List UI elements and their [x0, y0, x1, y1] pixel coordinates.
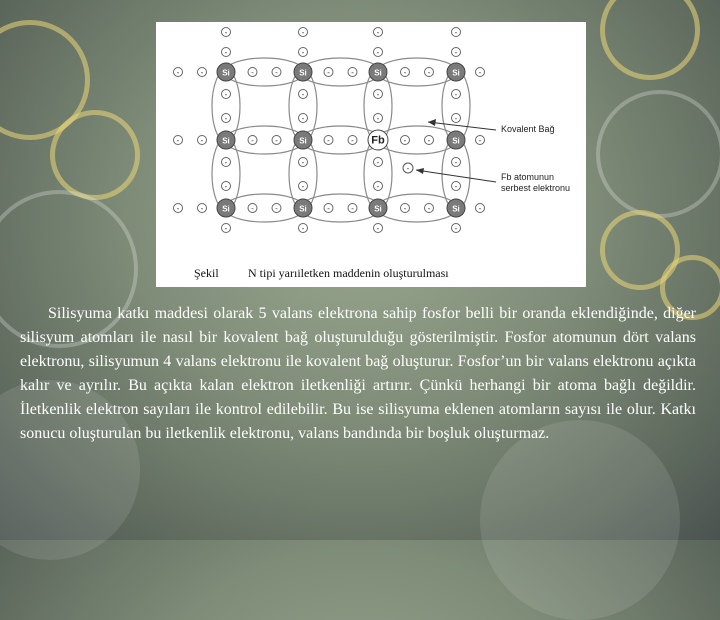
electron-symbol: - — [351, 136, 354, 145]
electron-symbol: - — [275, 68, 278, 77]
bokeh-ring — [50, 110, 140, 200]
electron-symbol: - — [275, 136, 278, 145]
annotation-free-line2: serbest elektronu — [501, 183, 571, 193]
silicon-atom-label: Si — [299, 68, 307, 78]
electron-symbol: - — [454, 114, 458, 123]
silicon-atom-label: Si — [299, 204, 307, 214]
electron-symbol: - — [176, 204, 180, 213]
silicon-atom-label: Si — [452, 68, 460, 78]
electron-symbol: - — [478, 68, 482, 77]
electron-symbol: - — [376, 182, 380, 191]
electron-symbol: - — [376, 158, 380, 167]
bond-arrow-head — [428, 119, 436, 126]
free-electron-symbol: - — [406, 164, 410, 173]
silicon-atom-label: Si — [299, 136, 307, 146]
electron-symbol: - — [351, 204, 354, 213]
body-paragraph: Silisyuma katkı maddesi olarak 5 valans elektrona sahip fosfor belli bir oranda eklendiğinde, diğer silisyum atomları ile nasıl bir kovalent bağ oluşturulduğu gösterilmiştir. Fosfor atomunun dört valans elektronu, silisyumun 4 valans elektronu ile kovalent bağ oluşturur. Fosfor’un bir valans elektronu açıkta kalır ve ayrılır. Bu açıkta kalan elektron iletkenliği artırır. Çünkü herhangi bir atoma bağlı değildir. İletkenlik elektron sayıları ile kontrol edilebilir. Bu ise silisyuma eklenen atomların sayısı ile olur. Katkı sonucu oluşturulan bu iletkenlik elektronu, valans bandında bir boşluk oluşturmaz. — [20, 305, 696, 442]
figure-panel — [156, 22, 586, 287]
electron-symbol: - — [224, 48, 228, 57]
electron-symbol: - — [454, 224, 458, 233]
electron-symbol: - — [454, 28, 458, 37]
electron-symbol: - — [200, 204, 204, 213]
caption-text: N tipi yarıiletken maddenin oluşturulması — [248, 266, 449, 280]
electron-symbol: - — [176, 136, 180, 145]
electron-symbol: - — [224, 182, 228, 191]
electron-symbol: - — [224, 114, 228, 123]
bokeh-ring — [600, 0, 700, 80]
electron-symbol: - — [376, 90, 380, 99]
electron-symbol: - — [301, 224, 305, 233]
free-arrow-line — [416, 170, 496, 182]
electron-symbol: - — [403, 68, 407, 77]
bokeh-ring — [0, 20, 90, 140]
electron-symbol: - — [427, 68, 431, 77]
electron-symbol: - — [251, 204, 254, 213]
bokeh-spot — [480, 420, 680, 620]
electron-symbol: - — [301, 28, 305, 37]
electron-symbol: - — [224, 158, 228, 167]
free-arrow-head — [416, 168, 424, 174]
annotation-bond: Kovalent Bağ — [501, 124, 555, 134]
electron-symbol: - — [376, 224, 380, 233]
electron-symbol: - — [301, 158, 305, 167]
electron-symbol: - — [327, 68, 330, 77]
silicon-atom-label: Si — [222, 68, 230, 78]
bond-arrow-line — [428, 122, 496, 130]
electron-symbol: - — [478, 136, 482, 145]
electron-symbol: - — [224, 224, 228, 233]
electron-symbol: - — [176, 68, 180, 77]
bokeh-ring — [596, 90, 720, 218]
electron-symbol: - — [327, 136, 330, 145]
dopant-atom-label: Fb — [371, 134, 385, 147]
electron-symbol: - — [376, 114, 380, 123]
caption-prefix: Şekil — [194, 266, 219, 280]
electron-symbol: - — [351, 68, 354, 77]
electron-symbol: - — [301, 48, 305, 57]
electron-symbol: - — [301, 114, 305, 123]
electron-symbol: - — [427, 204, 431, 213]
electron-symbol: - — [403, 204, 407, 213]
bokeh-ring — [600, 210, 680, 290]
electron-symbol: - — [403, 136, 407, 145]
electron-symbol: - — [427, 136, 431, 145]
electron-symbol: - — [478, 204, 482, 213]
electron-symbol: - — [376, 28, 380, 37]
silicon-atom-label: Si — [222, 136, 230, 146]
silicon-atom-label: Si — [374, 68, 382, 78]
electron-symbol: - — [251, 136, 254, 145]
electron-symbol: - — [376, 48, 380, 57]
silicon-atom-label: Si — [374, 204, 382, 214]
electron-symbol: - — [224, 90, 228, 99]
electron-symbol: - — [200, 136, 204, 145]
electron-symbol: - — [200, 68, 204, 77]
electron-symbol: - — [224, 28, 228, 37]
silicon-atom-label: Si — [452, 136, 460, 146]
electron-symbol: - — [454, 48, 458, 57]
electron-symbol: - — [454, 158, 458, 167]
annotation-free-line1: Fb atomunun — [501, 172, 555, 182]
electron-symbol: - — [454, 182, 458, 191]
silicon-atom-label: Si — [222, 204, 230, 214]
electron-symbol: - — [251, 68, 254, 77]
electron-symbol: - — [327, 204, 330, 213]
electron-symbol: - — [454, 90, 458, 99]
lattice-diagram — [156, 22, 586, 287]
electron-symbol: - — [275, 204, 278, 213]
electron-symbol: - — [301, 90, 305, 99]
electron-symbol: - — [301, 182, 305, 191]
silicon-atom-label: Si — [452, 204, 460, 214]
